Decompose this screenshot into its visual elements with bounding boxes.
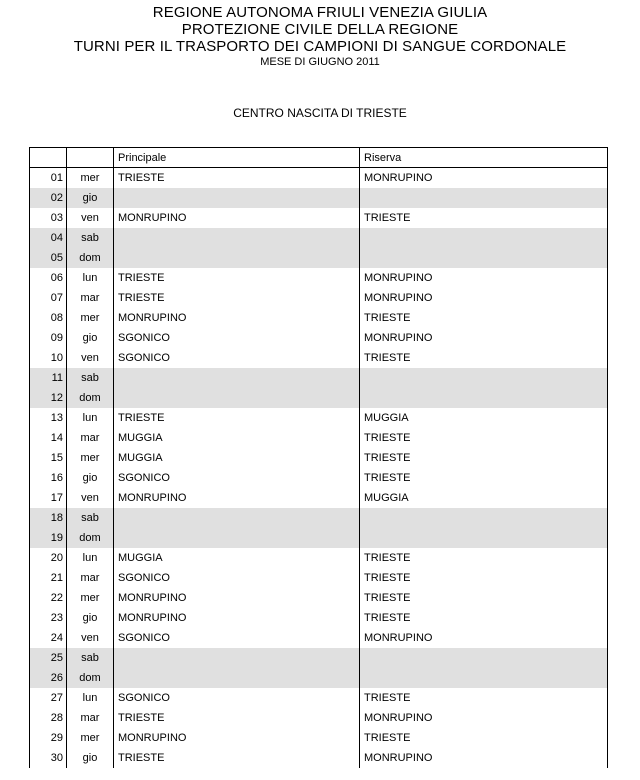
table-row bbox=[30, 608, 608, 628]
day-number-cell: 28 bbox=[30, 708, 67, 728]
day-number-cell: 05 bbox=[30, 248, 67, 268]
day-number-cell: 10 bbox=[30, 348, 67, 368]
principale-cell: TRIESTE bbox=[114, 288, 360, 308]
riserva-cell bbox=[360, 528, 608, 548]
day-number-cell: 09 bbox=[30, 328, 67, 348]
riserva-cell bbox=[360, 648, 608, 668]
principale-cell: MONRUPINO bbox=[114, 208, 360, 228]
table-header-row bbox=[30, 148, 608, 168]
weekday-cell: sab bbox=[67, 228, 114, 248]
weekday-cell: mar bbox=[67, 568, 114, 588]
day-number-cell: 06 bbox=[30, 268, 67, 288]
table-row bbox=[30, 168, 608, 189]
table-row bbox=[30, 508, 608, 528]
riserva-cell: MONRUPINO bbox=[360, 268, 608, 288]
day-number-cell: 20 bbox=[30, 548, 67, 568]
principale-cell: MONRUPINO bbox=[114, 488, 360, 508]
day-number-cell: 04 bbox=[30, 228, 67, 248]
table-row bbox=[30, 728, 608, 748]
header-month: MESE DI GIUGNO 2011 bbox=[260, 56, 380, 68]
principale-cell: TRIESTE bbox=[114, 168, 360, 189]
principale-cell: TRIESTE bbox=[114, 748, 360, 768]
riserva-cell: MONRUPINO bbox=[360, 628, 608, 648]
riserva-cell bbox=[360, 668, 608, 688]
principale-cell: SGONICO bbox=[114, 468, 360, 488]
table-row bbox=[30, 628, 608, 648]
day-number-cell: 11 bbox=[30, 368, 67, 388]
weekday-cell: mer bbox=[67, 728, 114, 748]
principale-cell: TRIESTE bbox=[114, 408, 360, 428]
table-row bbox=[30, 748, 608, 768]
day-number-cell: 12 bbox=[30, 388, 67, 408]
principale-cell: TRIESTE bbox=[114, 708, 360, 728]
weekday-cell: ven bbox=[67, 348, 114, 368]
weekday-cell: sab bbox=[67, 648, 114, 668]
weekday-cell: gio bbox=[67, 468, 114, 488]
principale-cell: MONRUPINO bbox=[114, 728, 360, 748]
day-number-cell: 24 bbox=[30, 628, 67, 648]
principale-cell: MONRUPINO bbox=[114, 588, 360, 608]
table-row bbox=[30, 288, 608, 308]
table-row bbox=[30, 448, 608, 468]
table-row bbox=[30, 688, 608, 708]
riserva-cell: TRIESTE bbox=[360, 568, 608, 588]
day-number-cell: 01 bbox=[30, 168, 67, 189]
weekday-cell: mer bbox=[67, 448, 114, 468]
principale-cell bbox=[114, 388, 360, 408]
weekday-cell: lun bbox=[67, 688, 114, 708]
principale-cell bbox=[114, 228, 360, 248]
table-row bbox=[30, 468, 608, 488]
riserva-cell: TRIESTE bbox=[360, 348, 608, 368]
riserva-cell: TRIESTE bbox=[360, 448, 608, 468]
weekday-cell: lun bbox=[67, 548, 114, 568]
principale-cell: SGONICO bbox=[114, 688, 360, 708]
table-row bbox=[30, 228, 608, 248]
weekday-cell: mar bbox=[67, 708, 114, 728]
table-row bbox=[30, 248, 608, 268]
weekday-cell: dom bbox=[67, 248, 114, 268]
riserva-cell: TRIESTE bbox=[360, 588, 608, 608]
principale-cell bbox=[114, 368, 360, 388]
header-weekday bbox=[67, 148, 114, 168]
table-row bbox=[30, 568, 608, 588]
table-row bbox=[30, 208, 608, 228]
header-day-number bbox=[30, 148, 67, 168]
table-row bbox=[30, 388, 608, 408]
weekday-cell: mar bbox=[67, 428, 114, 448]
header-department: PROTEZIONE CIVILE DELLA REGIONE bbox=[181, 21, 459, 38]
table-row bbox=[30, 488, 608, 508]
weekday-cell: ven bbox=[67, 488, 114, 508]
weekday-cell: ven bbox=[67, 628, 114, 648]
table-row bbox=[30, 308, 608, 328]
principale-cell: MONRUPINO bbox=[114, 308, 360, 328]
day-number-cell: 27 bbox=[30, 688, 67, 708]
day-number-cell: 16 bbox=[30, 468, 67, 488]
weekday-cell: mer bbox=[67, 588, 114, 608]
schedule-table bbox=[29, 147, 608, 768]
table-row bbox=[30, 368, 608, 388]
weekday-cell: dom bbox=[67, 668, 114, 688]
day-number-cell: 21 bbox=[30, 568, 67, 588]
riserva-cell bbox=[360, 368, 608, 388]
riserva-cell: MONRUPINO bbox=[360, 708, 608, 728]
table-row bbox=[30, 528, 608, 548]
day-number-cell: 17 bbox=[30, 488, 67, 508]
riserva-cell: TRIESTE bbox=[360, 728, 608, 748]
day-number-cell: 18 bbox=[30, 508, 67, 528]
weekday-cell: gio bbox=[67, 188, 114, 208]
riserva-cell: MUGGIA bbox=[360, 408, 608, 428]
weekday-cell: lun bbox=[67, 268, 114, 288]
header-riserva: Riserva bbox=[360, 148, 608, 168]
weekday-cell: mer bbox=[67, 168, 114, 189]
principale-cell bbox=[114, 188, 360, 208]
day-number-cell: 08 bbox=[30, 308, 67, 328]
weekday-cell: gio bbox=[67, 328, 114, 348]
header-principale: Principale bbox=[114, 148, 360, 168]
principale-cell: SGONICO bbox=[114, 348, 360, 368]
weekday-cell: sab bbox=[67, 508, 114, 528]
day-number-cell: 02 bbox=[30, 188, 67, 208]
weekday-cell: lun bbox=[67, 408, 114, 428]
weekday-cell: sab bbox=[67, 368, 114, 388]
header-subject: TURNI PER IL TRASPORTO DEI CAMPIONI DI SANGUE CORDONALE bbox=[73, 38, 567, 55]
principale-cell: SGONICO bbox=[114, 568, 360, 588]
riserva-cell: TRIESTE bbox=[360, 688, 608, 708]
table-row bbox=[30, 668, 608, 688]
day-number-cell: 22 bbox=[30, 588, 67, 608]
riserva-cell bbox=[360, 508, 608, 528]
weekday-cell: gio bbox=[67, 608, 114, 628]
center-title: CENTRO NASCITA DI TRIESTE bbox=[233, 106, 407, 120]
principale-cell: MUGGIA bbox=[114, 548, 360, 568]
day-number-cell: 23 bbox=[30, 608, 67, 628]
riserva-cell bbox=[360, 248, 608, 268]
day-number-cell: 30 bbox=[30, 748, 67, 768]
table-row bbox=[30, 588, 608, 608]
principale-cell bbox=[114, 248, 360, 268]
riserva-cell: MONRUPINO bbox=[360, 168, 608, 189]
document-header bbox=[0, 4, 640, 69]
weekday-cell: gio bbox=[67, 748, 114, 768]
riserva-cell: TRIESTE bbox=[360, 548, 608, 568]
riserva-cell: MONRUPINO bbox=[360, 288, 608, 308]
riserva-cell: MONRUPINO bbox=[360, 748, 608, 768]
day-number-cell: 13 bbox=[30, 408, 67, 428]
riserva-cell: MUGGIA bbox=[360, 488, 608, 508]
principale-cell bbox=[114, 508, 360, 528]
table-row bbox=[30, 348, 608, 368]
principale-cell: MONRUPINO bbox=[114, 608, 360, 628]
day-number-cell: 15 bbox=[30, 448, 67, 468]
principale-cell: MUGGIA bbox=[114, 448, 360, 468]
riserva-cell: MONRUPINO bbox=[360, 328, 608, 348]
riserva-cell bbox=[360, 188, 608, 208]
principale-cell: TRIESTE bbox=[114, 268, 360, 288]
riserva-cell: TRIESTE bbox=[360, 308, 608, 328]
riserva-cell: TRIESTE bbox=[360, 208, 608, 228]
principale-cell bbox=[114, 528, 360, 548]
riserva-cell: TRIESTE bbox=[360, 428, 608, 448]
table-row bbox=[30, 408, 608, 428]
riserva-cell: TRIESTE bbox=[360, 468, 608, 488]
weekday-cell: mer bbox=[67, 308, 114, 328]
table-row bbox=[30, 268, 608, 288]
principale-cell: SGONICO bbox=[114, 628, 360, 648]
principale-cell bbox=[114, 668, 360, 688]
table-row bbox=[30, 648, 608, 668]
day-number-cell: 14 bbox=[30, 428, 67, 448]
table-row bbox=[30, 548, 608, 568]
header-region: REGIONE AUTONOMA FRIULI VENEZIA GIULIA bbox=[152, 4, 488, 21]
day-number-cell: 29 bbox=[30, 728, 67, 748]
principale-cell bbox=[114, 648, 360, 668]
day-number-cell: 26 bbox=[30, 668, 67, 688]
principale-cell: SGONICO bbox=[114, 328, 360, 348]
day-number-cell: 25 bbox=[30, 648, 67, 668]
table-row bbox=[30, 188, 608, 208]
table-row bbox=[30, 708, 608, 728]
weekday-cell: mar bbox=[67, 288, 114, 308]
day-number-cell: 19 bbox=[30, 528, 67, 548]
riserva-cell bbox=[360, 388, 608, 408]
principale-cell: MUGGIA bbox=[114, 428, 360, 448]
weekday-cell: dom bbox=[67, 388, 114, 408]
day-number-cell: 03 bbox=[30, 208, 67, 228]
weekday-cell: dom bbox=[67, 528, 114, 548]
riserva-cell bbox=[360, 228, 608, 248]
table-row bbox=[30, 428, 608, 448]
day-number-cell: 07 bbox=[30, 288, 67, 308]
riserva-cell: TRIESTE bbox=[360, 608, 608, 628]
weekday-cell: ven bbox=[67, 208, 114, 228]
table-row bbox=[30, 328, 608, 348]
